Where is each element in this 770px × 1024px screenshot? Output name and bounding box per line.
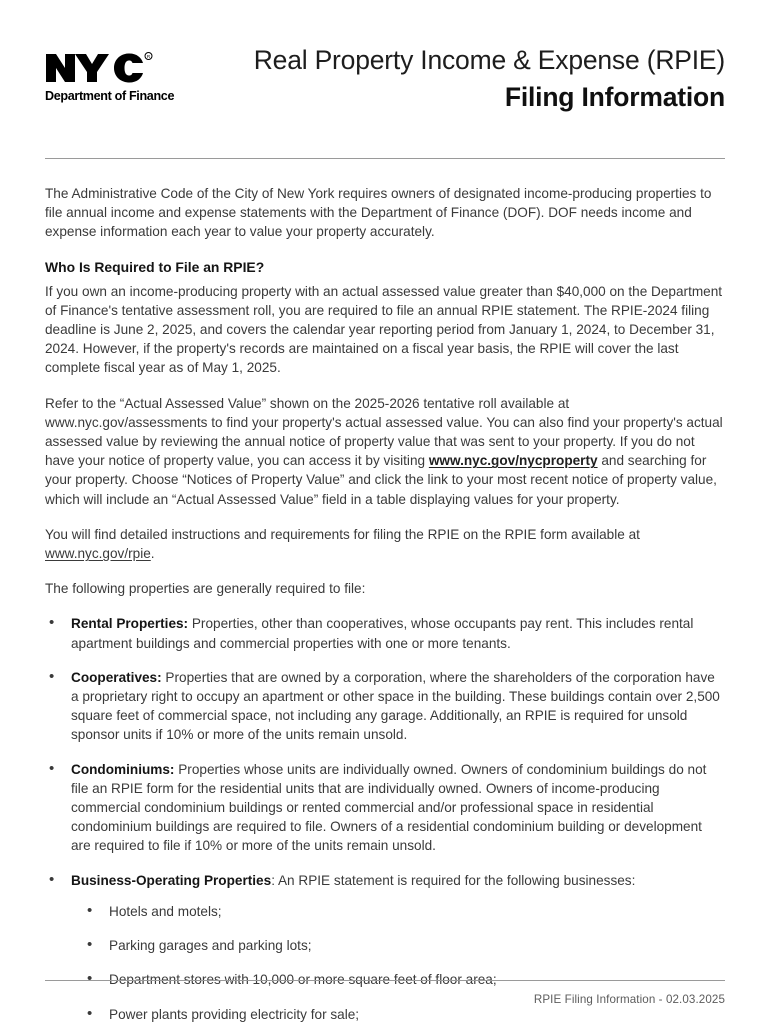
instructions-text-part2: . xyxy=(150,546,155,562)
section-heading-who-must-file: Who Is Required to File an RPIE? xyxy=(45,258,265,275)
logo-subtitle: Department of Finance xyxy=(45,89,175,103)
list-item-text: Properties whose units are individually owned. Owners of condominium buildings do not file an RPIE form for the residential units that are individually owned. Owners of income-producing commercial condominium buildings or rented commercial and/or professional space in residential condominium buildings are required to file. Owners of a residential condominium building or development are required to file if 10% or more of the units remain unsold. xyxy=(71,761,707,854)
assessed-value-text-part1: Refer to the “Actual Assessed Value” shown on the 2025-2026 tentative roll available at www.nyc.gov/assessments to find your property's actual assessed value. You can also find your property's actual assessed value by reviewing the annual notice of property value that was sent to your property. If you do not have your notice of property value, you can access it by visiting xyxy=(45,395,723,469)
list-item-lead: Business-Operating Properties xyxy=(71,872,272,888)
nyc-wordmark-icon xyxy=(45,50,169,86)
intro-paragraph: The Administrative Code of the City of New York requires owners of designated income-producing properties to file annual income and expense statements with the Department of Finance (DOF). DOF needs income and expense information each year to value your property accurately. xyxy=(45,186,712,240)
nyc-department-of-finance-logo xyxy=(45,46,177,103)
list-item-rental-properties xyxy=(45,614,725,652)
assessed-value-text-part2: and searching for your property. Choose “Notices of Property Value” and click the link to your most recent notice of property value, which will include an “Actual Assessed Value” field in a table displaying values for your property. xyxy=(45,453,717,507)
following-properties-paragraph: The following properties are generally required to file: xyxy=(45,581,366,597)
page-title: Real Property Income & Expense (RPIE) xyxy=(253,45,725,75)
document-header xyxy=(45,0,725,128)
footer-divider xyxy=(45,980,725,981)
list-item-parking-garages: • Parking garages and parking lots; xyxy=(71,936,725,955)
list-item-power-plants: • Power plants providing electricity for sale; xyxy=(71,1005,725,1024)
footer-label: RPIE Filing Information - 02.03.2025 xyxy=(533,993,725,1006)
document-title-block xyxy=(177,46,725,113)
list-item-text: Properties, other than cooperatives, whose occupants pay rent. This includes rental apartment buildings and commercial properties with one or more tenants. xyxy=(71,616,694,651)
list-item-lead: Rental Properties: xyxy=(71,616,189,632)
rpie-form-link[interactable]: www.nyc.gov/rpie xyxy=(45,546,151,562)
list-item-department-stores: • Department stores with 10,000 or more square feet of floor area; xyxy=(71,970,725,989)
document-footer xyxy=(45,980,725,1006)
page-subtitle: Filing Information xyxy=(504,81,725,112)
nycproperty-link[interactable]: www.nyc.gov/nycproperty xyxy=(428,453,598,469)
instructions-text-part1: You will find detailed instructions and requirements for filing the RPIE on the RPIE form available at xyxy=(45,526,640,542)
list-item-text: : An RPIE statement is required for the following businesses: xyxy=(271,872,636,888)
svg-text:R: R xyxy=(146,54,151,59)
required-property-types-list xyxy=(45,614,725,1023)
assessed-value-paragraph xyxy=(45,394,725,509)
list-item-text: Properties that are owned by a corporation, where the shareholders of the corporation have a proprietary right to occupy an apartment or other space in the building. These buildings contain over 2,500 square feet of commercial space, not including any garage. Additionally, an RPIE is required for unsold sponsor units if 10% or more of the units remain unsold. xyxy=(71,669,720,743)
list-item-condominiums xyxy=(45,760,725,856)
list-item-lead: Cooperatives: xyxy=(71,669,162,685)
requirement-paragraph: If you own an income-producing property with an actual assessed value greater than $40,000 on the Department of Finance's tentative assessment roll, you are required to file an annual RPIE statement. The RPIE-2024 filing deadline is June 2, 2025, and covers the calendar year reporting period from January 1, 2024, to December 31, 2024. However, if the property's records are maintained on a fiscal year basis, the RPIE will cover the last complete fiscal year as of May 1, 2025. xyxy=(45,283,723,376)
instructions-paragraph xyxy=(45,525,725,563)
list-item-hotels-and-motels: • Hotels and motels; xyxy=(71,902,725,921)
list-item-cooperatives xyxy=(45,668,725,745)
document-body xyxy=(45,159,725,1024)
list-item-lead: Condominiums: xyxy=(71,761,175,777)
